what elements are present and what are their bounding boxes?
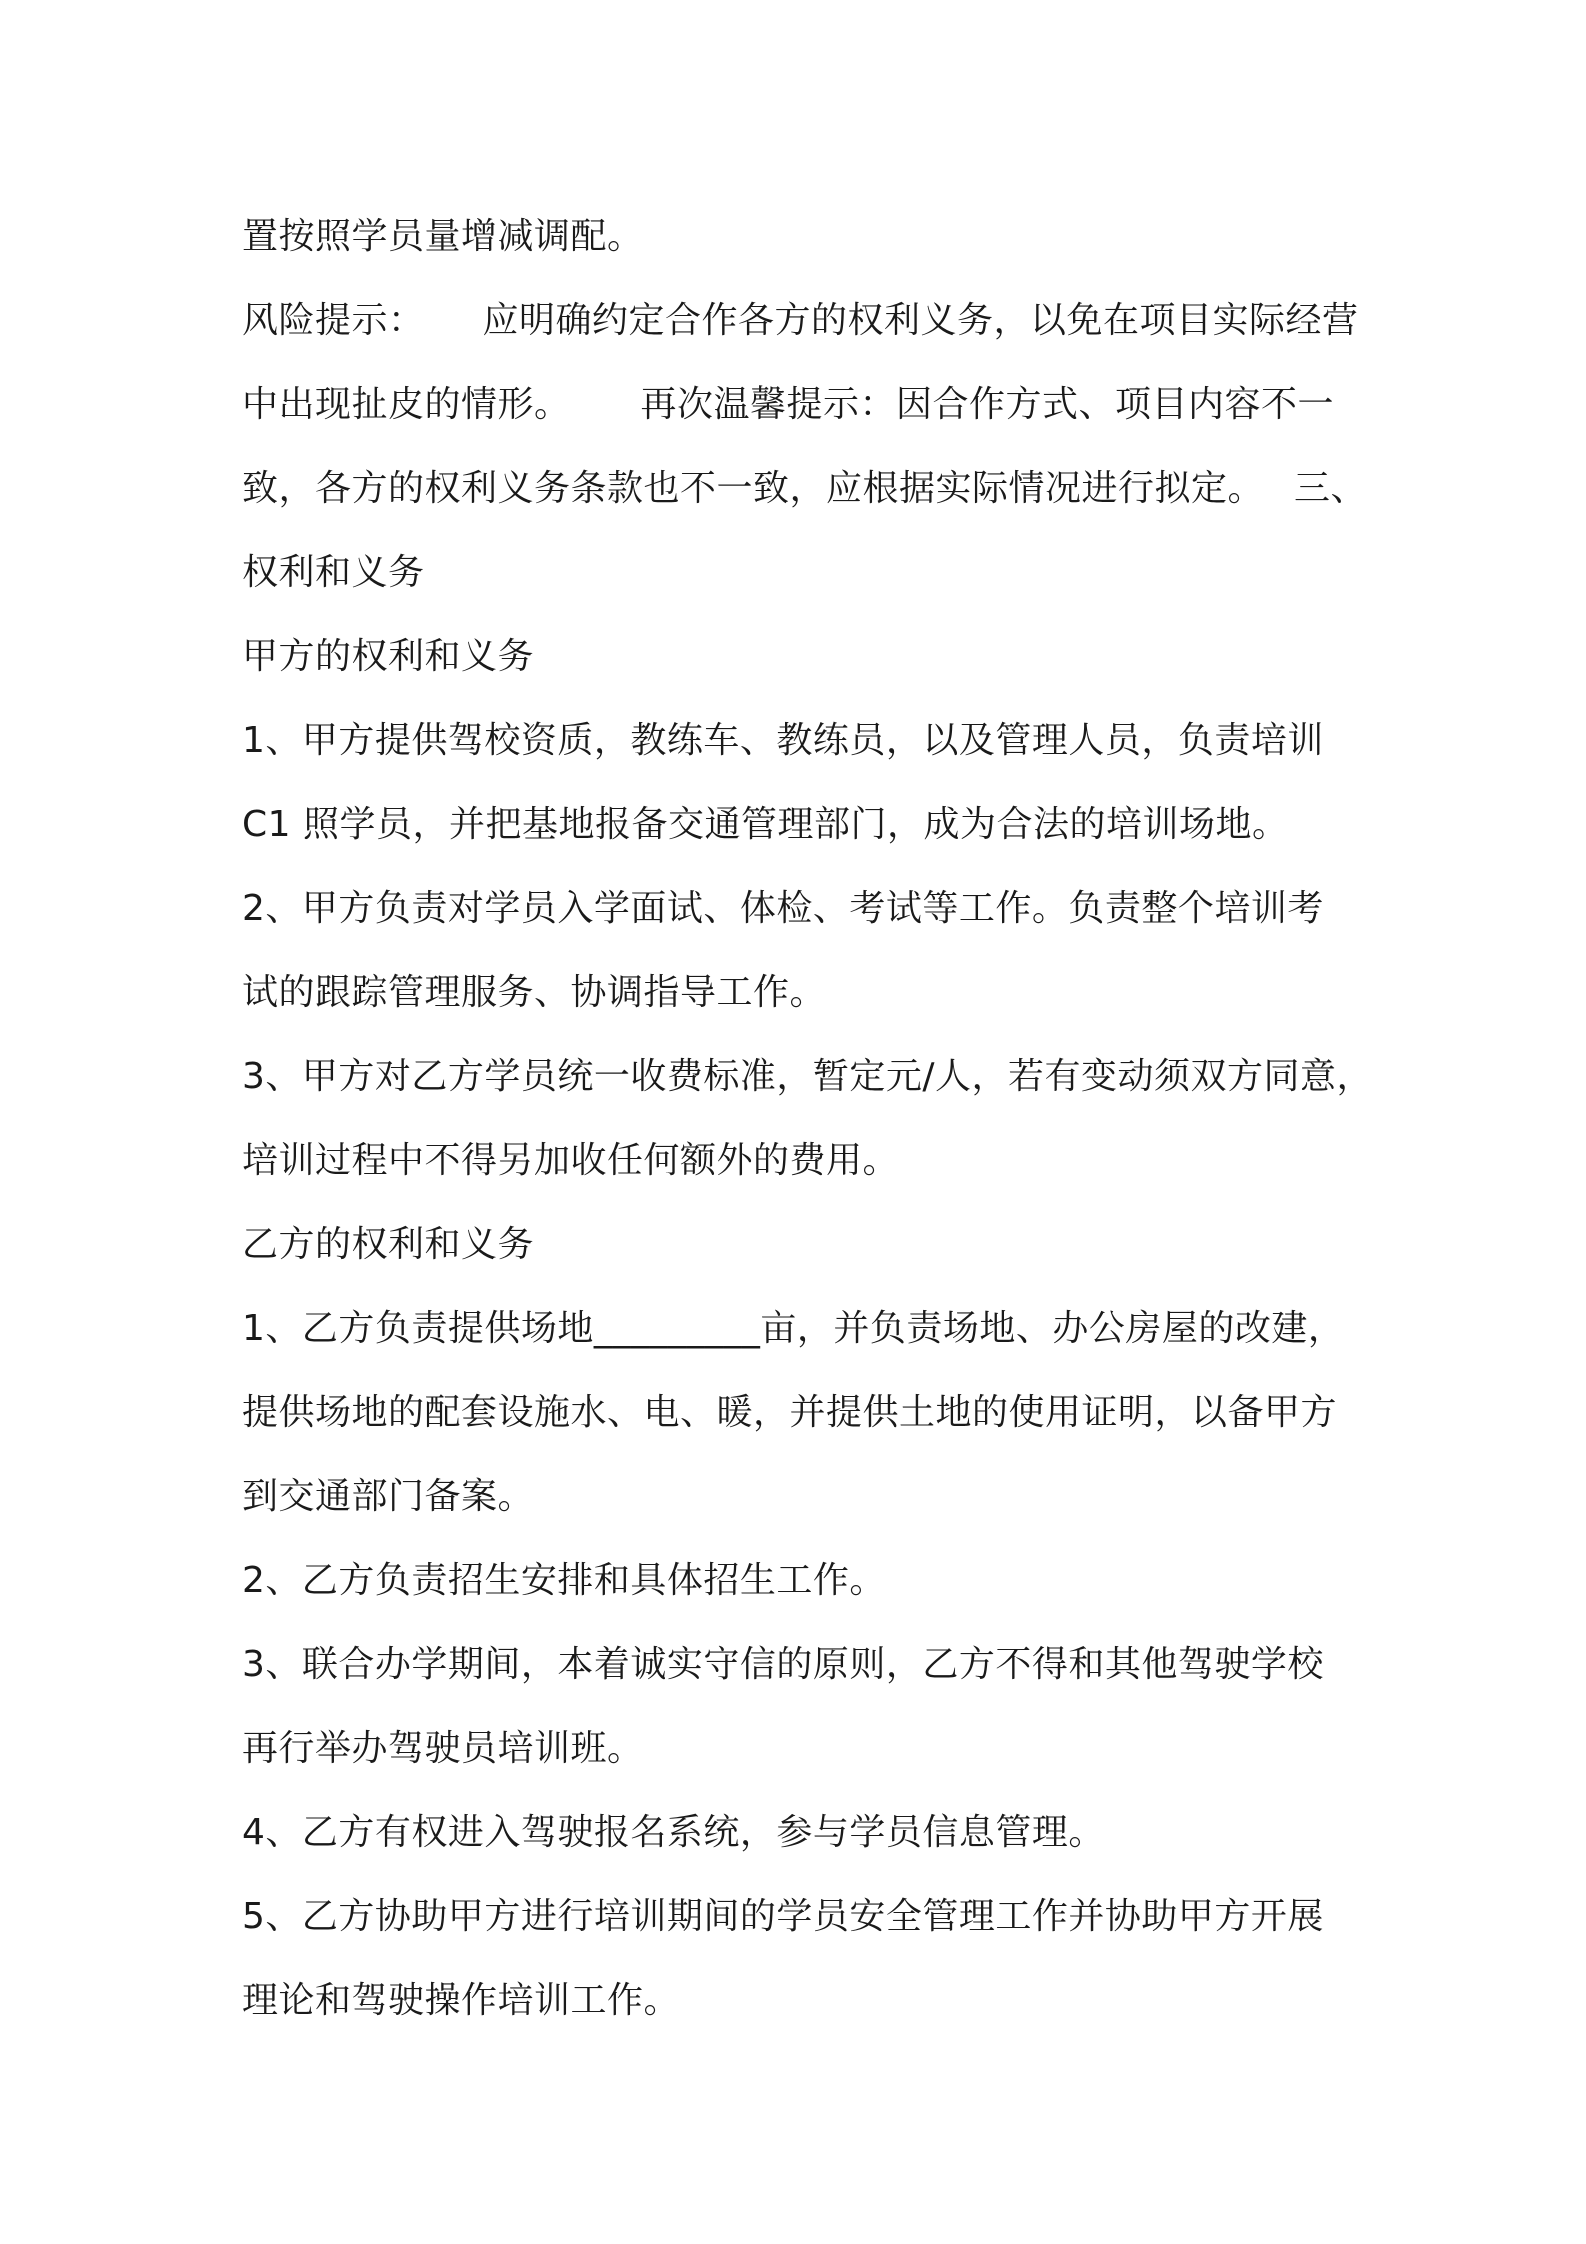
text-line: 4、乙方有权进入驾驶报名系统，参与学员信息管理。 [242, 1812, 1105, 1853]
section-number: 三、 [1294, 468, 1368, 509]
text-line: 2、乙方负责招生安排和具体招生工作。 [242, 1560, 886, 1601]
text-line: 1、甲方提供驾校资质，教练车、教练员，以及管理人员，负责培训 [242, 720, 1324, 761]
text-line: 5、乙方协助甲方进行培训期间的学员安全管理工作并协助甲方开展 [242, 1896, 1324, 1937]
text-line: C1 照学员，并把基地报备交通管理部门，成为合法的培训场地。 [242, 804, 1289, 845]
text-line [242, 279, 1372, 363]
text-line: 1、乙方负责提供场地_________亩，并负责场地、办公房屋的改建， [242, 1308, 1345, 1349]
party-b-heading: 乙方的权利和义务 [242, 1224, 535, 1265]
text-line [242, 363, 1372, 447]
document-body [242, 195, 1372, 2043]
risk-label: 风险提示： [242, 300, 425, 341]
text-line: 培训过程中不得另加收任何额外的费用。 [242, 1140, 900, 1181]
reminder-text-cont: 致，各方的权利义务条款也不一致，应根据实际情况进行拟定。 [242, 468, 1265, 509]
text-line: 提供场地的配套设施水、电、暖，并提供土地的使用证明，以备甲方 [242, 1392, 1338, 1433]
reminder-text: 再次温馨提示：因合作方式、项目内容不一 [640, 384, 1335, 425]
section-heading: 权利和义务 [242, 552, 425, 593]
text-line: 2、甲方负责对学员入学面试、体检、考试等工作。负责整个培训考 [242, 888, 1324, 929]
risk-text: 应明确约定合作各方的权利义务，以免在项目实际经营 [482, 300, 1359, 341]
text-line: 试的跟踪管理服务、协调指导工作。 [242, 972, 827, 1013]
text-line: 3、甲方对乙方学员统一收费标准，暂定元/人，若有变动须双方同意， [242, 1056, 1374, 1097]
text-line: 3、联合办学期间，本着诚实守信的原则，乙方不得和其他驾驶学校 [242, 1644, 1324, 1685]
party-a-heading: 甲方的权利和义务 [242, 636, 535, 677]
text-line: 理论和驾驶操作培训工作。 [242, 1980, 681, 2021]
risk-text-cont: 中出现扯皮的情形。 [242, 384, 571, 425]
text-line: 到交通部门备案。 [242, 1476, 535, 1517]
text-line [242, 447, 1372, 531]
text-line: 再行举办驾驶员培训班。 [242, 1728, 644, 1769]
text-line: 置按照学员量增减调配。 [242, 216, 644, 257]
